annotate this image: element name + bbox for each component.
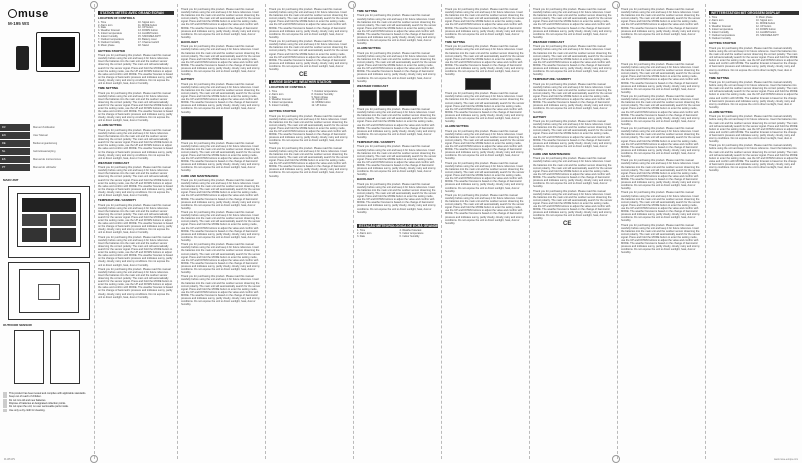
- paragraph: Thank you for purchasing this product. Please read this manual carefully before using the unit and keep it for future reference. Insert the batteries into the main unit and the outdoor sensor observing the correct polarity. The main unit will automatically search for the sensor signal. Press and hold the MODE button to enter the setting mode, use the UP and DOWN buttons to adjust the value and confirm with MODE. The weather forecast is based on the change of barometric pressure and indicates sunny, partly cloudy, cloudy, rainy and stormy conditions. Do not expose the unit to direct sunlight, heat, dust or humidity.: [621, 159, 701, 191]
- sensor-front-diagram: [14, 330, 44, 384]
- section-header-pt: ESTAÇÃO METEOROLÓGICA DE ECRÃ GRANDE: [359, 223, 438, 228]
- diagram-outdoor-area: [50, 228, 76, 242]
- paragraph: Thank you for purchasing this product. Please read this manual carefully before using the unit and keep it for future reference. Insert the batteries into the main unit and the outdoor sensor observing the correct polarity. The main unit will automatically search for the sensor signal. Press and hold the MODE button to enter the setting mode, use the UP and DOWN buttons to adjust the value and confirm with MODE. The weather forecast is based on the change of barometric pressure and indicates sunny, partly cloudy, cloudy, rainy and stormy conditions. Do not expose the unit to direct sunlight, heat, dust or humidity.: [533, 157, 613, 189]
- fold-line: [617, 4, 618, 459]
- paragraph: Thank you for purchasing this product. Please read this manual carefully before using the unit and keep it for future reference. Insert the batteries into the main unit and the outdoor sensor observing the correct polarity. The main unit will automatically search for the sensor signal. Press and hold the MODE button to enter the setting mode, use the UP and DOWN buttons to adjust the value and confirm with MODE. The weather forecast is based on the change of barometric pressure and indicates sunny, partly cloudy, cloudy, rainy and stormy conditions. Do not expose the unit to direct sunlight, heat, dust or humidity.: [357, 145, 437, 177]
- rainy-icon: [399, 90, 417, 106]
- paragraph: Thank you for purchasing this product. Please read this manual carefully before using the unit and keep it for future reference. Insert the batteries into the main unit and the outdoor sensor observing the correct polarity. The main unit will automatically search for the sensor signal. Press and hold the MODE button to enter the setting mode, use the UP and DOWN buttons to adjust the value and confirm with MODE. The weather forecast is based on the change of barometric pressure and indicates sunny, partly cloudy, cloudy, rainy and stormy conditions. Do not expose the unit to direct sunlight, heat, dust or humidity.: [709, 81, 798, 109]
- paragraph: Thank you for purchasing this product. Please read this manual carefully before using the unit and keep it for future reference. Insert the batteries into the main unit and the outdoor sensor observing the correct polarity. The main unit will automatically search for the sensor signal. Press and hold the MODE button to enter the setting mode, use the UP and DOWN buttons to adjust the value and confirm with MODE. The weather forecast is based on the change of barometric pressure and indicates sunny, partly cloudy, cloudy, rainy and stormy conditions. Do not expose the unit to direct sunlight, heat, dust or humidity.: [98, 267, 173, 299]
- text-column-pt-2: [533, 8, 614, 455]
- warning-list: [3, 392, 91, 412]
- section-header-en: LARGE DISPLAY WEATHER STATION: [269, 80, 350, 84]
- paragraph: Thank you for purchasing this product. Please read this manual carefully before using the unit and keep it for future reference. Insert the batteries into the main unit and the outdoor sensor observing the correct polarity. The main unit will automatically search for the sensor signal. Press and hold the MODE button to enter the setting mode, use the UP and DOWN buttons to adjust the value and confirm with MODE. The weather forecast is based on the change of barometric pressure and indicates sunny, partly cloudy, cloudy, rainy and stormy conditions. Do not expose the unit to direct sunlight, heat, dust or humidity.: [533, 45, 613, 77]
- footer-left: M-195 WS: [4, 459, 15, 461]
- warning-item: Use only a dry cloth for cleaning.: [3, 409, 91, 412]
- paragraph: Thank you for purchasing this product. Please read this manual carefully before using the unit and keep it for future reference. Insert the batteries into the main unit and the outdoor sensor observing the correct polarity. The main unit will automatically search for the sensor signal. Press and hold the MODE button to enter the setting mode, use the UP and DOWN buttons to adjust the value and confirm with MODE. The weather forecast is based on the change of barometric pressure and indicates sunny, partly cloudy, cloudy, rainy and stormy conditions. Do not expose the unit to direct sunlight, heat, dust or humidity.: [98, 203, 173, 235]
- paragraph: Thank you for purchasing this product. Please read this manual carefully before using the unit and keep it for future reference. Insert the batteries into the main unit and the outdoor sensor observing the correct polarity. The main unit will automatically search for the sensor signal. Press and hold the MODE button to enter the setting mode, use the UP and DOWN buttons to adjust the value and confirm with MODE. The weather forecast is based on the change of barometric pressure and indicates sunny, partly cloudy, cloudy, rainy and stormy conditions. Do not expose the unit to direct sunlight, heat, dust or humidity.: [181, 82, 261, 114]
- subheading: TEMPERATURE / HUMIDITY: [533, 77, 572, 82]
- ce-mark: CE: [563, 221, 572, 228]
- paragraph: Thank you for purchasing this product. Please read this manual carefully before using the unit and keep it for future reference. Insert the batteries into the main unit and the outdoor sensor observing the correct polarity. The main unit will automatically search for the sensor signal. Press and hold the MODE button to enter the setting mode, use the UP and DOWN buttons to adjust the value and confirm with MODE. The weather forecast is based on the change of barometric pressure and indicates sunny, partly cloudy, cloudy, rainy and stormy conditions. Do not expose the unit to direct sunlight, heat, dust or humidity.: [269, 114, 349, 146]
- language-tab-de: DE: [0, 140, 30, 147]
- product-photo-sensor: [16, 46, 29, 70]
- paragraph: Thank you for purchasing this product. Please read this manual carefully before using the unit and keep it for future reference. Insert the batteries into the main unit and the outdoor sensor observing the correct polarity. The main unit will automatically search for the sensor signal. Press and hold the MODE button to enter the setting mode, use the UP and DOWN buttons to adjust the value and confirm with MODE. The weather forecast is based on the change of barometric pressure and indicates sunny, partly cloudy, cloudy, rainy and stormy conditions. Do not expose the unit to direct sunlight, heat, dust or humidity.: [181, 141, 261, 173]
- language-tab-nl: NL: [0, 148, 30, 155]
- registration-mark: [90, 1, 98, 9]
- sensor-rear-diagram: [50, 330, 80, 384]
- paragraph: Thank you for purchasing this product. Please read this manual carefully before using the unit and keep it for future reference. Insert the batteries into the main unit and the outdoor sensor observing the correct polarity. The main unit will automatically search for the sensor signal. Press and hold the MODE button to enter the setting mode, use the UP and DOWN buttons to adjust the value and confirm with MODE. The weather forecast is based on the change of barometric pressure and indicates sunny, partly cloudy, cloudy, rainy and stormy conditions. Do not expose the unit to direct sunlight, heat, dust or humidity.: [709, 144, 798, 173]
- text-column-fr-2: [181, 8, 262, 455]
- paragraph: Thank you for purchasing this product. Please read this manual carefully before using the unit and keep it for future reference. Insert the batteries into the main unit and the outdoor sensor observing the correct polarity. The main unit will automatically search for the sensor signal. Press and hold the MODE button to enter the setting mode, use the UP and DOWN buttons to adjust the value and confirm with MODE. The weather forecast is based on the change of barometric pressure and indicates sunny, partly cloudy, cloudy, rainy and stormy conditions. Do not expose the unit to direct sunlight, heat, dust or humidity.: [181, 8, 261, 39]
- subheading: TIME SETTING: [709, 75, 730, 80]
- diagram-battery-cover: [38, 284, 60, 300]
- language-list: [0, 124, 30, 172]
- language-tab-es: ES: [0, 156, 30, 163]
- subheading: ALARM SETTING: [357, 46, 381, 51]
- fold-line: [353, 4, 354, 459]
- fold-line: [705, 4, 706, 459]
- subheading: TIME SETTING: [445, 39, 466, 44]
- paragraph: Thank you for purchasing this product. Please read this manual carefully before using the unit and keep it for future reference. Insert the batteries into the main unit and the outdoor sensor observing the correct polarity. The main unit will automatically search for the sensor signal. Press and hold the MODE button to enter the setting mode, use the UP and DOWN buttons to adjust the value and confirm with MODE. The weather forecast is based on the change of barometric pressure and indicates sunny, partly cloudy, cloudy, rainy and stormy conditions. Do not expose the unit to direct sunlight, heat, dust or humidity.: [98, 235, 173, 267]
- paragraph: Thank you for purchasing this product. Please read this manual carefully before using the unit and keep it for future reference. Insert the batteries into the main unit and the outdoor sensor observing the correct polarity. The main unit will automatically search for the sensor signal. Press and hold the MODE button to enter the setting mode, use the UP and DOWN buttons to adjust the value and confirm with MODE. The weather forecast is based on the change of barometric pressure and indicates sunny, partly cloudy, cloudy, rainy and stormy conditions. Do not expose the unit to direct sunlight, heat, dust or humidity.: [621, 62, 701, 94]
- controls-list: 1. Time 2. Alarm icon 3. Date 4. Weather forecast 5. Indoor temperature 6. Indoor humidity 7. Outdoor temperature 8. Outdoor humidity 9. Moon phase 10. Signal icon 11. MODE button 12. UP button 13. DOWN button 14. ALARM button 15. SNOOZE/LIGHT 16. Battery cover 17. Channel switch 18. Stand: [98, 20, 161, 47]
- subheading: BATTERY: [533, 114, 547, 119]
- brand-logo: muse: [8, 8, 49, 20]
- paragraph: Thank you for purchasing this product. Please read this manual carefully before using the unit and keep it for future reference. Insert the batteries into the main unit and the outdoor sensor observing the correct polarity. The main unit will automatically search for the sensor signal. Press and hold the MODE button to enter the setting mode, use the UP and DOWN buttons to adjust the value and confirm with MODE. The weather forecast is based on the change of barometric pressure and indicates sunny, partly cloudy, cloudy, rainy and stormy conditions. Do not expose the unit to direct sunlight, heat, dust or humidity.: [357, 108, 437, 139]
- paragraph: Thank you for purchasing this product. Please read this manual carefully before using the unit and keep it for future reference. Insert the batteries into the main unit and the outdoor sensor observing the correct polarity. The main unit will automatically search for the sensor signal. Press and hold the MODE button to enter the setting mode, use the UP and DOWN buttons to adjust the value and confirm with MODE. The weather forecast is based on the change of barometric pressure and indicates sunny, partly cloudy, cloudy, rainy and stormy conditions. Do not expose the unit to direct sunlight, heat, dust or humidity.: [357, 182, 437, 214]
- subheading: BACKLIGHT: [181, 39, 199, 44]
- subheading: WEATHER FORECAST: [98, 160, 130, 165]
- forecast-icons: [357, 90, 438, 106]
- registration-mark: [612, 455, 620, 463]
- language-label: Manual de instrucciones: [33, 158, 61, 161]
- paragraph: Thank you for purchasing this product. Please read this manual carefully before using the unit and keep it for future reference. Insert the batteries into the main unit and the outdoor sensor observing the correct polarity. The main unit will automatically search for the sensor signal. Press and hold the MODE button to enter the setting mode, use the UP and DOWN buttons to adjust the value and confirm with MODE. The weather forecast is based on the change of barometric pressure and indicates sunny, partly cloudy, cloudy, rainy and stormy conditions. Do not expose the unit to direct sunlight, heat, dust or humidity.: [445, 129, 525, 161]
- controls-list: 1. Time 2. Alarm icon 3. Date 4. Weather forecast 5. Indoor temperature 6. Indoor humidity 7. Outdoor temperature 8. Outdoor humidity 9. Moon phase 10. Signal icon 11. MODE button 12. UP button 13. DOWN button 14. ALARM button 15. SNOOZE/LIGHT: [709, 16, 779, 40]
- main-unit-diagram: [8, 186, 90, 258]
- subheading: LOCATION OF CONTROLS: [269, 85, 306, 90]
- paragraph: Thank you for purchasing this product. Please read this manual carefully before using the unit and keep it for future reference. Insert the batteries into the main unit and the outdoor sensor observing the correct polarity. The main unit will automatically search for the sensor signal. Press and hold the MODE button to enter the setting mode, use the UP and DOWN buttons to adjust the value and confirm with MODE. The weather forecast is based on the change of barometric pressure and indicates sunny, partly cloudy, cloudy, rainy and stormy conditions. Do not expose the unit to direct sunlight, heat, dust or humidity.: [181, 178, 261, 210]
- ce-mark: CE: [299, 72, 308, 79]
- paragraph: Thank you for purchasing this product. Please read this manual carefully before using the unit and keep it for future reference. Insert the batteries into the main unit and the outdoor sensor observing the correct polarity. The main unit will automatically search for the sensor signal. Press and hold the MODE button to enter the setting mode, use the UP and DOWN buttons to adjust the value and confirm with MODE. The weather forecast is based on the change of barometric pressure and indicates sunny, partly cloudy, cloudy, rainy and stormy conditions. Do not expose the unit to direct sunlight, heat, dust or humidity.: [98, 166, 173, 198]
- language-label: User Manual: [33, 134, 48, 137]
- warning-item: Dispose of batteries at designated collection points.: [3, 402, 91, 405]
- diagram-moon-area: [50, 214, 76, 226]
- outdoor-sensor-title: OUTDOOR SENSOR: [3, 323, 32, 327]
- section-header-de: WETTERSTATION MIT GROSSEM DISPLAY: [709, 11, 799, 15]
- subheading: LOCATION OF CONTROLS: [98, 16, 135, 21]
- subheading: ALARM SETTING: [98, 123, 122, 128]
- paragraph: Thank you for purchasing this product. Please read this manual carefully before using the unit and keep it for future reference. Insert the batteries into the main unit and the outdoor sensor observing the correct polarity. The main unit will automatically search for the sensor signal. Press and hold the MODE button to enter the setting mode, use the UP and DOWN buttons to adjust the value and confirm with MODE. The weather forecast is based on the change of barometric pressure and indicates sunny, partly cloudy, cloudy, rainy and stormy conditions. Do not expose the unit to direct sunlight, heat, dust or humidity.: [269, 40, 349, 71]
- paragraph: Thank you for purchasing this product. Please read this manual carefully before using the unit and keep it for future reference. Insert the batteries into the main unit and the outdoor sensor observing the correct polarity. The main unit will automatically search for the sensor signal. Press and hold the MODE button to enter the setting mode, use the UP and DOWN buttons to adjust the value and confirm with MODE. The weather forecast is based on the change of barometric pressure and indicates sunny, partly cloudy, cloudy, rainy and stormy conditions. Do not expose the unit to direct sunlight, heat, dust or humidity.: [269, 146, 349, 178]
- paragraph: Thank you for purchasing this product. Please read this manual carefully before using the unit and keep it for future reference. Insert the batteries into the main unit and the outdoor sensor observing the correct polarity. The main unit will automatically search for the sensor signal. Press and hold the MODE button to enter the setting mode, use the UP and DOWN buttons to adjust the value and confirm with MODE. The weather forecast is based on the change of barometric pressure and indicates sunny, partly cloudy, cloudy, rainy and stormy conditions. Do not expose the unit to direct sunlight, heat, dust or humidity.: [357, 51, 437, 83]
- text-column-pt-1: [445, 8, 526, 455]
- paragraph: Thank you for purchasing this product. Please read this manual carefully before using the unit and keep it for future reference. Insert the batteries into the main unit and the outdoor sensor observing the correct polarity. The main unit will automatically search for the sensor signal. Press and hold the MODE button to enter the setting mode, use the UP and DOWN buttons to adjust the value and confirm with MODE. The weather forecast is based on the change of barometric pressure and indicates sunny, partly cloudy, cloudy, rainy and stormy conditions. Do not expose the unit to direct sunlight, heat, dust or humidity.: [445, 8, 525, 39]
- diagram-rear-panel: [19, 269, 79, 313]
- paragraph: Thank you for purchasing this product. Please read this manual carefully before using the unit and keep it for future reference. Insert the batteries into the main unit and the outdoor sensor observing the correct polarity. The main unit will automatically search for the sensor signal. Press and hold the MODE button to enter the setting mode, use the UP and DOWN buttons to adjust the value and confirm with MODE. The weather forecast is based on the change of barometric pressure and indicates sunny, partly cloudy, cloudy, rainy and stormy conditions. Do not expose the unit to direct sunlight, heat, dust or humidity.: [533, 189, 613, 221]
- paragraph: Thank you for purchasing this product. Please read this manual carefully before using the unit and keep it for future reference. Insert the batteries into the main unit and the outdoor sensor observing the correct polarity. The main unit will automatically search for the sensor signal. Press and hold the MODE button to enter the setting mode, use the UP and DOWN buttons to adjust the value and confirm with MODE. The weather forecast is based on the change of barometric pressure and indicates sunny, partly cloudy, cloudy, rainy and stormy conditions. Do not expose the unit to direct sunlight, heat, dust or humidity.: [533, 8, 613, 39]
- language-tab-fr: FR: [0, 124, 30, 131]
- paragraph: Thank you for purchasing this product. Please read this manual carefully before using the unit and keep it for future reference. Insert the batteries into the main unit and the outdoor sensor observing the correct polarity. The main unit will automatically search for the sensor signal. Press and hold the MODE button to enter the setting mode, use the UP and DOWN buttons to adjust the value and confirm with MODE. The weather forecast is based on the change of barometric pressure and indicates sunny, partly cloudy, cloudy, rainy and stormy conditions. Do not expose the unit to direct sunlight, heat, dust or humidity.: [269, 8, 349, 39]
- paragraph: Thank you for purchasing this product. Please read this manual carefully before using the unit and keep it for future reference. Insert the batteries into the main unit and the outdoor sensor observing the correct polarity. The main unit will automatically search for the sensor signal. Press and hold the MODE button to enter the setting mode, use the UP and DOWN buttons to adjust the value and confirm with MODE. The weather forecast is based on the change of barometric pressure and indicates sunny, partly cloudy, cloudy, rainy and stormy conditions. Do not expose the unit to direct sunlight, heat, dust or humidity.: [709, 46, 798, 75]
- paragraph: Thank you for purchasing this product. Please read this manual carefully before using the unit and keep it for future reference. Insert the batteries into the main unit and the outdoor sensor observing the correct polarity. The main unit will automatically search for the sensor signal. Press and hold the MODE button to enter the setting mode, use the UP and DOWN buttons to adjust the value and confirm with MODE. The weather forecast is based on the change of barometric pressure and indicates sunny, partly cloudy, cloudy, rainy and stormy conditions. Do not expose the unit to direct sunlight, heat, dust or humidity.: [533, 82, 613, 114]
- subheading: WEATHER FORECAST: [533, 39, 565, 44]
- display-illustration: [639, 41, 681, 61]
- language-label: Gebruiksaanwijzing: [33, 150, 56, 153]
- controls-list: 1. Time 2. Alarm icon 3. Date 4. Weather forecast 5. Indoor temperature 6. Indoor humidity: [357, 228, 424, 238]
- warning-item: This product has been tested and complies with applicable standards.: [3, 392, 91, 395]
- language-tab-en: EN: [0, 132, 30, 139]
- paragraph: Thank you for purchasing this product. Please read this manual carefully before using the unit and keep it for future reference. Insert the batteries into the main unit and the outdoor sensor observing the correct polarity. The main unit will automatically search for the sensor signal. Press and hold the MODE button to enter the setting mode, use the UP and DOWN buttons to adjust the value and confirm with MODE. The weather forecast is based on the change of barometric pressure and indicates sunny, partly cloudy, cloudy, rainy and stormy conditions. Do not expose the unit to direct sunlight, heat, dust or humidity.: [98, 91, 173, 123]
- subheading: GETTING STARTED: [98, 48, 126, 53]
- product-screen: [41, 37, 75, 67]
- fold-line: [94, 4, 95, 459]
- model-number: M-195 WS: [8, 21, 30, 26]
- fold-line: [441, 4, 442, 459]
- fold-line: [265, 4, 266, 459]
- paragraph: Thank you for purchasing this product. Please read this manual carefully before using the unit and keep it for future reference. Insert the batteries into the main unit and the outdoor sensor observing the correct polarity. The main unit will automatically search for the sensor signal. Press and hold the MODE button to enter the setting mode, use the UP and DOWN buttons to adjust the value and confirm with MODE. The weather forecast is based on the change of barometric pressure and indicates sunny, partly cloudy, cloudy, rainy and stormy conditions. Do not expose the unit to direct sunlight, heat, dust or humidity.: [181, 243, 261, 275]
- diagram-forecast-area: [22, 214, 47, 226]
- paragraph: Thank you for purchasing this product. Please read this manual carefully before using the unit and keep it for future reference. Insert the batteries into the main unit and the outdoor sensor observing the correct polarity. The main unit will automatically search for the sensor signal. Press and hold the MODE button to enter the setting mode, use the UP and DOWN buttons to adjust the value and confirm with MODE. The weather forecast is based on the change of barometric pressure and indicates sunny, partly cloudy, cloudy, rainy and stormy conditions. Do not expose the unit to direct sunlight, heat, dust or humidity.: [621, 95, 701, 126]
- text-column-fr-1: [98, 8, 174, 455]
- paragraph: Thank you for purchasing this product. Please read this manual carefully before using the unit and keep it for future reference. Insert the batteries into the main unit and the outdoor sensor observing the correct polarity. The main unit will automatically search for the sensor signal. Press and hold the MODE button to enter the setting mode, use the UP and DOWN buttons to adjust the value and confirm with MODE. The weather forecast is based on the change of barometric pressure and indicates sunny, partly cloudy, cloudy, rainy and stormy conditions. Do not expose the unit to direct sunlight, heat, dust or humidity.: [621, 8, 701, 39]
- diagram-display: [17, 193, 81, 247]
- paragraph: Thank you for purchasing this product. Please read this manual carefully before using the unit and keep it for future reference. Insert the batteries into the main unit and the outdoor sensor observing the correct polarity. The main unit will automatically search for the sensor signal. Press and hold the MODE button to enter the setting mode, use the UP and DOWN buttons to adjust the value and confirm with MODE. The weather forecast is based on the change of barometric pressure and indicates sunny, partly cloudy, cloudy, rainy and stormy conditions. Do not expose the unit to direct sunlight, heat, dust or humidity.: [181, 45, 261, 77]
- paragraph: Thank you for purchasing this product. Please read this manual carefully before using the unit and keep it for future reference. Insert the batteries into the main unit and the outdoor sensor observing the correct polarity. The main unit will automatically search for the sensor signal. Press and hold the MODE button to enter the setting mode, use the UP and DOWN buttons to adjust the value and confirm with MODE. The weather forecast is based on the change of barometric pressure and indicates sunny, partly cloudy, cloudy, rainy and stormy conditions. Do not expose the unit to direct sunlight, heat, dust or humidity.: [98, 54, 173, 86]
- warning-item: Do not mix old and new batteries.: [3, 399, 91, 402]
- paragraph: Thank you for purchasing this product. Please read this manual carefully before using the unit and keep it for future reference. Insert the batteries into the main unit and the outdoor sensor observing the correct polarity. The main unit will automatically search for the sensor signal. Press and hold the MODE button to enter the setting mode, use the UP and DOWN buttons to adjust the value and confirm with MODE. The weather forecast is based on the change of barometric pressure and indicates sunny, partly cloudy, cloudy, rainy and stormy conditions. Do not expose the unit to direct sunlight, heat, dust or humidity.: [445, 161, 525, 193]
- main-unit-rear-diagram: [8, 262, 90, 320]
- paragraph: Thank you for purchasing this product. Please read this manual carefully before using the unit and keep it for future reference. Insert the batteries into the main unit and the outdoor sensor observing the correct polarity. The main unit will automatically search for the sensor signal. Press and hold the MODE button to enter the setting mode, use the UP and DOWN buttons to adjust the value and confirm with MODE. The weather forecast is based on the change of barometric pressure and indicates sunny, partly cloudy, cloudy, rainy and stormy conditions. Do not expose the unit to direct sunlight, heat, dust or humidity.: [621, 191, 701, 223]
- paragraph: Thank you for purchasing this product. Please read this manual carefully before using the unit and keep it for future reference. Insert the batteries into the main unit and the outdoor sensor observing the correct polarity. The main unit will automatically search for the sensor signal. Press and hold the MODE button to enter the setting mode, use the UP and DOWN buttons to adjust the value and confirm with MODE. The weather forecast is based on the change of barometric pressure and indicates sunny, partly cloudy, cloudy, rainy and stormy conditions. Do not expose the unit to direct sunlight, heat, dust or humidity.: [445, 92, 525, 124]
- diagram-indoor-area: [22, 228, 47, 242]
- subheading: BATTERY: [181, 77, 195, 82]
- logo-circle-icon: [8, 9, 17, 18]
- warning-item: Do not open the unit; no user serviceable parts inside.: [3, 405, 91, 408]
- subheading: CARE AND MAINTENANCE: [533, 151, 571, 156]
- text-column-de: [709, 8, 799, 455]
- language-label: Bedienungsanleitung: [33, 142, 58, 145]
- subheading: TEMPERATURE / HUMIDITY: [357, 140, 396, 145]
- subheading: TIME SETTING: [98, 86, 119, 91]
- paragraph: Thank you for purchasing this product. Please read this manual carefully before using the unit and keep it for future reference. Insert the batteries into the main unit and the outdoor sensor observing the correct polarity. The main unit will automatically search for the sensor signal. Press and hold the MODE button to enter the setting mode, use the UP and DOWN buttons to adjust the value and confirm with MODE. The weather forecast is based on the change of barometric pressure and indicates sunny, partly cloudy, cloudy, rainy and stormy conditions. Do not expose the unit to direct sunlight, heat, dust or humidity.: [98, 128, 173, 160]
- text-column-en-2: [357, 8, 438, 455]
- cloudy-icon: [379, 90, 397, 106]
- main-unit-title: MAIN UNIT: [3, 178, 19, 182]
- fold-line: [177, 4, 178, 459]
- footer-right: www.muse-europe.com: [774, 459, 798, 461]
- language-label: Manuel d'utilisation: [33, 126, 55, 129]
- text-column-pt-3: [621, 8, 702, 455]
- language-label: Manual do utilizador: [33, 166, 57, 169]
- display-illustration: [181, 116, 223, 140]
- text-column-en-1: [269, 8, 350, 455]
- paragraph: Thank you for purchasing this product. Please read this manual carefully before using the unit and keep it for future reference. Insert the batteries into the main unit and the outdoor sensor observing the correct polarity. The main unit will automatically search for the sensor signal. Press and hold the MODE button to enter the setting mode, use the UP and DOWN buttons to adjust the value and confirm with MODE. The weather forecast is based on the change of barometric pressure and indicates sunny, partly cloudy, cloudy, rainy and stormy conditions. Do not expose the unit to direct sunlight, heat, dust or humidity.: [181, 211, 261, 242]
- paragraph: Thank you for purchasing this product. Please read this manual carefully before using the unit and keep it for future reference. Insert the batteries into the main unit and the outdoor sensor observing the correct polarity. The main unit will automatically search for the sensor signal. Press and hold the MODE button to enter the setting mode, use the UP and DOWN buttons to adjust the value and confirm with MODE. The weather forecast is based on the change of barometric pressure and indicates sunny, partly cloudy, cloudy, rainy and stormy conditions. Do not expose the unit to direct sunlight, heat, dust or humidity.: [357, 14, 437, 46]
- diagram-time-area: [22, 198, 76, 212]
- paragraph: Thank you for purchasing this product. Please read this manual carefully before using the unit and keep it for future reference. Insert the batteries into the main unit and the outdoor sensor observing the correct polarity. The main unit will automatically search for the sensor signal. Press and hold the MODE button to enter the setting mode, use the UP and DOWN buttons to adjust the value and confirm with MODE. The weather forecast is based on the change of barometric pressure and indicates sunny, partly cloudy, cloudy, rainy and stormy conditions. Do not expose the unit to direct sunlight, heat, dust or humidity.: [621, 223, 701, 255]
- paragraph: Thank you for purchasing this product. Please read this manual carefully before using the unit and keep it for future reference. Insert the batteries into the main unit and the outdoor sensor observing the correct polarity. The main unit will automatically search for the sensor signal. Press and hold the MODE button to enter the setting mode, use the UP and DOWN buttons to adjust the value and confirm with MODE. The weather forecast is based on the change of barometric pressure and indicates sunny, partly cloudy, cloudy, rainy and stormy conditions. Do not expose the unit to direct sunlight, heat, dust or humidity.: [181, 275, 261, 307]
- sunny-icon: [359, 90, 377, 106]
- subheading: GETTING STARTED: [269, 109, 297, 114]
- subheading: BACKLIGHT: [357, 177, 375, 182]
- language-tab-pt: PT: [0, 164, 30, 171]
- subheading: CARE AND MAINTENANCE: [181, 173, 219, 178]
- paragraph: Thank you for purchasing this product. Please read this manual carefully before using the unit and keep it for future reference. Insert the batteries into the main unit and the outdoor sensor observing the correct polarity. The main unit will automatically search for the sensor signal. Press and hold the MODE button to enter the setting mode, use the UP and DOWN buttons to adjust the value and confirm with MODE. The weather forecast is based on the change of barometric pressure and indicates sunny, partly cloudy, cloudy, rainy and stormy conditions. Do not expose the unit to direct sunlight, heat, dust or humidity.: [709, 115, 798, 144]
- section-header-fr: STATION MÉTÉO AVEC GRAND ÉCRAN: [98, 11, 174, 15]
- registration-mark: [90, 455, 98, 463]
- subheading: TEMPERATURE / HUMIDITY: [98, 198, 137, 203]
- paragraph: Thank you for purchasing this product. Please read this manual carefully before using the unit and keep it for future reference. Insert the batteries into the main unit and the outdoor sensor observing the correct polarity. The main unit will automatically search for the sensor signal. Press and hold the MODE button to enter the setting mode, use the UP and DOWN buttons to adjust the value and confirm with MODE. The weather forecast is based on the change of barometric pressure and indicates sunny, partly cloudy, cloudy, rainy and stormy conditions. Do not expose the unit to direct sunlight, heat, dust or humidity.: [621, 127, 701, 159]
- fold-line: [529, 4, 530, 459]
- subheading: GETTING STARTED: [709, 41, 737, 46]
- subheading: WEATHER FORECAST: [357, 83, 389, 88]
- subheading: ALARM SETTING: [709, 109, 733, 114]
- subheading: ALARM SETTING: [445, 124, 469, 129]
- warning-item: Keep out of reach of children.: [3, 395, 91, 398]
- paragraph: Thank you for purchasing this product. Please read this manual carefully before using the unit and keep it for future reference. Insert the batteries into the main unit and the outdoor sensor observing the correct polarity. The main unit will automatically search for the sensor signal. Press and hold the MODE button to enter the setting mode, use the UP and DOWN buttons to adjust the value and confirm with MODE. The weather forecast is based on the change of barometric pressure and indicates sunny, partly cloudy, cloudy, rainy and stormy conditions. Do not expose the unit to direct sunlight, heat, dust or humidity.: [533, 120, 613, 151]
- controls-list: 1. Time 2. Alarm icon 3. Date 4. Weather forecast 5. Indoor temperature 6. Indoor humidity 7. Outdoor temperature 8. Outdoor humidity 9. Moon phase 10. Signal icon 11. MODE button 12. UP button: [269, 89, 338, 108]
- lcd-illustration: [465, 78, 491, 90]
- subheading: TIME SETTING: [357, 9, 378, 13]
- product-photo-main-unit: [36, 32, 80, 72]
- paragraph: Thank you for purchasing this product. Please read this manual carefully before using the unit and keep it for future reference. Insert the batteries into the main unit and the outdoor sensor observing the correct polarity. The main unit will automatically search for the sensor signal. Press and hold the MODE button to enter the setting mode, use the UP and DOWN buttons to adjust the value and confirm with MODE. The weather forecast is based on the change of barometric pressure and indicates sunny, partly cloudy, cloudy, rainy and stormy conditions. Do not expose the unit to direct sunlight, heat, dust or humidity.: [445, 45, 525, 77]
- paragraph: Thank you for purchasing this product. Please read this manual carefully before using the unit and keep it for future reference. Insert the batteries into the main unit and the outdoor sensor observing the correct polarity. The main unit will automatically search for the sensor signal. Press and hold the MODE button to enter the setting mode, use the UP and DOWN buttons to adjust the value and confirm with MODE. The weather forecast is based on the change of barometric pressure and indicates sunny, partly cloudy, cloudy, rainy and stormy conditions. Do not expose the unit to direct sunlight, heat, dust or humidity.: [445, 193, 525, 225]
